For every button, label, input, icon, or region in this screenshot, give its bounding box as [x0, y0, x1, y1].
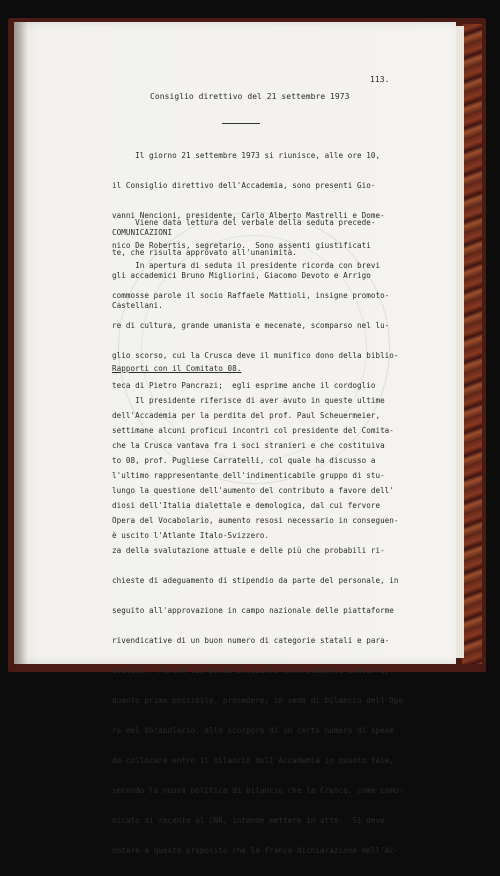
text-line: ra del Vocabolario, allo scorporo di un certo numero di spese — [112, 726, 394, 735]
text-line: Castellani. — [112, 301, 163, 310]
text-line: il Consiglio direttivo dell'Accademia, sono presenti Gio- — [112, 181, 376, 190]
text-line: In apertura di seduta il presidente ricorda con brevi — [112, 261, 381, 270]
text-line: diosi dell'Italia dialettale e demologica, dal cui fervore — [112, 501, 381, 510]
text-line: vanni Nencioni, presidente, Carlo Alberto Mastrelli e Dome- — [112, 211, 385, 220]
text-line: chieste di adeguamento di stipendio da parte del personale, in — [112, 576, 399, 585]
text-line: Opera del Vocabolario, aumento resosi necessario in conseguen- — [112, 516, 399, 525]
text-line: è uscito l'Atlante Italo-Svizzero. — [112, 531, 270, 540]
text-line: rivendicative di un buon numero di categorie statali e para- — [112, 636, 390, 645]
title-underline — [222, 123, 260, 124]
text-line: da collocare entro il bilancio dell'Accademia in quanto tale, — [112, 756, 394, 765]
text-line: seguito all'approvazione in campo nazionale delle piattaforme — [112, 606, 394, 615]
heading-committee: Rapporti con il Comitato 08. — [112, 364, 242, 373]
page-gutter-shadow — [14, 22, 28, 664]
text-line: lungo la questione dell'aumento del contributo a favore dell' — [112, 486, 394, 495]
page-number: 113. — [370, 75, 390, 84]
text-line: nicato di recente al CNR, intende mettere in atto. Si deve — [112, 816, 385, 825]
text-line: l'ultimo rappresentante dell'indimenticabile gruppo di stu- — [112, 471, 385, 480]
text-line: re di cultura, grande umanista e mecenate, scomparso nel lu- — [112, 321, 390, 330]
text-line: dell'Accademia per la perdita del prof. Paul Scheuermeier, — [112, 411, 381, 420]
text-line: che la Crusca vantava fra i soci stranieri e che costituiva — [112, 441, 385, 450]
text-line: teca di Pietro Pancrazi; egli esprime anche il cordoglio — [112, 381, 376, 390]
text-line: settimane alcuni proficui incontri col presidente del Comita- — [112, 426, 394, 435]
marbled-edge — [462, 24, 482, 664]
page-title: Consiglio direttivo del 21 settembre 1973 — [150, 92, 350, 101]
text-line: gli accademici Bruno Migliorini, Giacomo Devoto e Arrigo — [112, 271, 371, 280]
text-line: za della svalutazione attuale e delle più che probabili ri- — [112, 546, 385, 555]
text-line: quanto prima possibile, procedere, in sede di bilancio dell'Ope- — [112, 696, 408, 705]
text-line: glio scorso, cui la Crusca deve il munifico dono della biblio- — [112, 351, 399, 360]
text-line: nico De Robertis, segretario. Sono assenti giustificati — [112, 241, 371, 250]
text-line: secondo la nuova politica di bilancio che la Crusca, come comu- — [112, 786, 404, 795]
text-line: commosse parole il socio Raffaele Mattioli, insigne promoto- — [112, 291, 390, 300]
text-line: to 08, prof. Pugliese Carratelli, col quale ha discusso a — [112, 456, 376, 465]
text-line: te, che risulta approvato all'unanimità. — [112, 248, 297, 257]
text-line: Il presidente riferisce di aver avuto in queste ultime — [112, 396, 385, 405]
paragraph-committee — [112, 376, 408, 876]
text-line: Viene data lettura del verbale della seduta precede- — [112, 218, 376, 227]
text-line: statali. Perché ciò possa studiarsi concretamente converrà, — [112, 666, 390, 675]
text-line: notare a questo proposito che la franca dichiarazione dell'Ac- — [112, 846, 399, 855]
heading-communications: COMUNICAZIONI — [112, 228, 173, 237]
text-line: Il giorno 21 settembre 1973 si riunisce, alle ore 10, — [112, 151, 381, 160]
